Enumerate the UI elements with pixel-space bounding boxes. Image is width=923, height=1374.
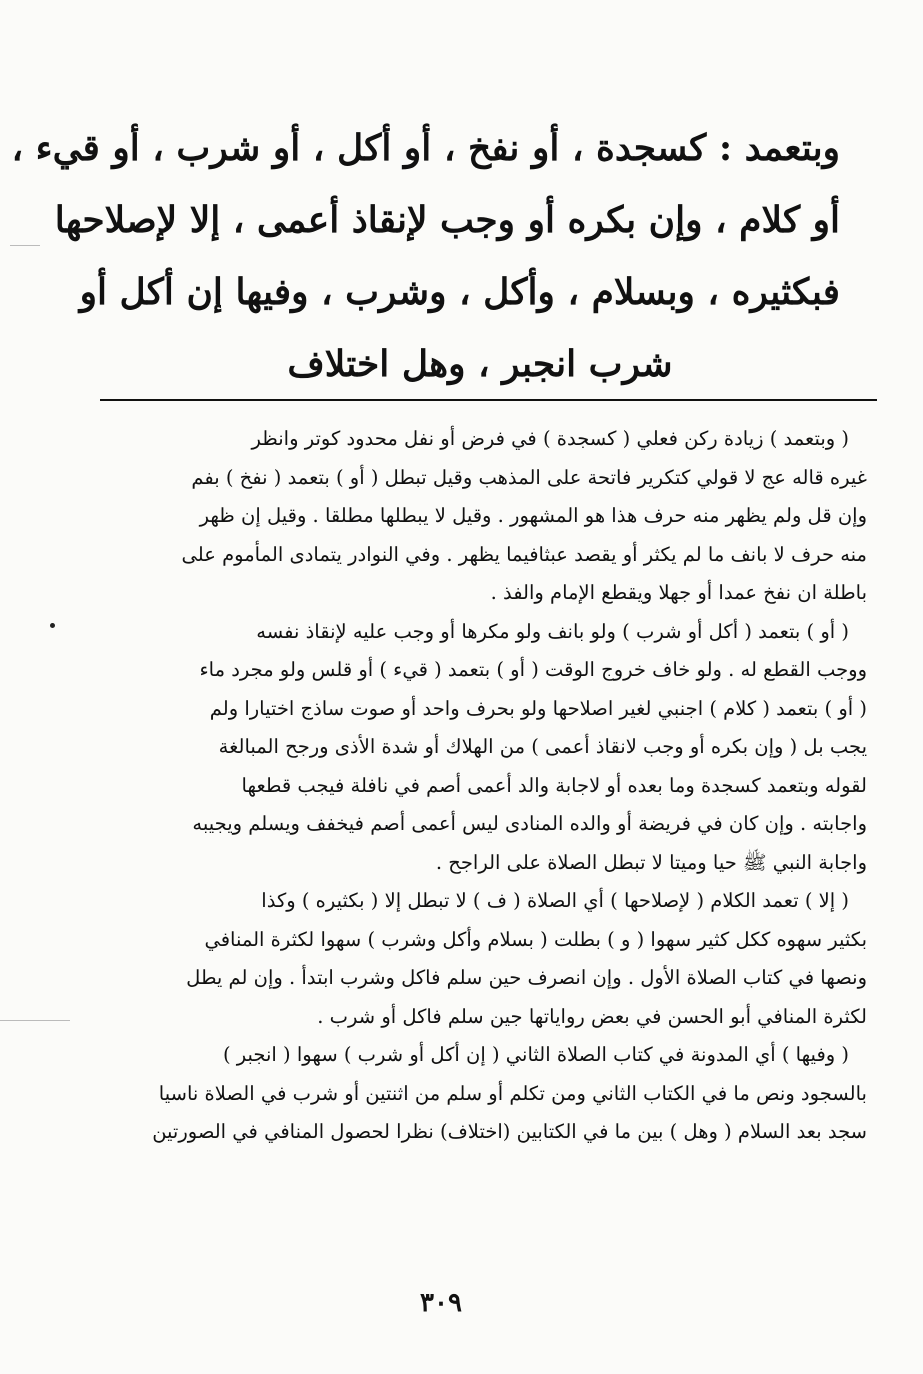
commentary-line: ( وفيها ) أي المدونة في كتاب الصلاة الثاني ( إن أكل أو شرب ) سهوا ( انجبر ) [222,1043,849,1066]
commentary-line: لكثرة المنافي أبو الحسن في بعض رواياتها جين سلم فاكل أو شرب . [317,1004,867,1028]
commentary-line: بكثير سهوه ككل كثير سهوا ( و ) بطلت ( بسلام وأكل وشرب ) سهوا لكثرة المنافي [204,927,867,951]
verse-line: شرب انجبر ، وهل اختلاف [287,343,673,385]
commentary-line: منه حرف لا بانف ما لم يكثر أو يقصد عبثافيما يظهر . وفي النوادر يتمادى المأموم على [181,542,867,566]
scan-speck [10,245,40,246]
commentary-block [92,420,867,1152]
commentary-line: ونصها في كتاب الصلاة الأول . وإن انصرف حين سلم فاكل وشرب ابتدأ . وإن لم يطل [186,966,867,989]
matn-verse-block [11,112,840,400]
commentary-line: واجابة النبي ﷺ حيا وميتا لا تبطل الصلاة على الراجح . [435,850,867,874]
verse-line: فبكثيره ، وبسلام ، وأكل ، وشرب ، وفيها إن أكل أو [79,271,840,313]
commentary-line: واجابته . وإن كان في فريضة أو والده المنادى ليس أعمى أصم فيخفف ويسلم ويجيبه [192,812,867,835]
commentary-line: ( أو ) بتعمد ( أكل أو شرب ) ولو بانف ولو مكرها أو وجب عليه لإنقاذ نفسه [256,619,849,643]
verse-line: وبتعمد : كسجدة ، أو نفخ ، أو أكل ، أو شرب ، أو قيء ، [11,127,840,169]
commentary-line: باطلة ان نفخ عمدا أو جهلا ويقطع الإمام والفذ . [490,581,867,604]
commentary-line: سجد بعد السلام ( وهل ) بين ما في الكتابين (اختلاف) نظرا لحصول المنافي في الصورتين [152,1120,867,1143]
commentary-line: يجب بل ( وإن بكره أو وجب لانقاذ أعمى ) من الهلاك أو شدة الأذى ورجح المبالغة [218,735,867,758]
page-number: ٣٠٩ [420,1288,462,1318]
commentary-line: وإن قل ولم يظهر منه حرف هذا هو المشهور . وقيل لا يبطلها مطلقا . وقيل إن ظهر [199,504,867,527]
commentary-line: ( أو ) بتعمد ( كلام ) اجنبي لغير اصلاحها ولو بحرف واحد أو صوت ساذج اختيارا ولم [209,696,867,720]
separator-rule [100,399,877,401]
verse-line: أو كلام ، وإن بكره أو وجب لإنقاذ أعمى ، إلا لإصلاحها [54,199,840,241]
commentary-line: غيره قاله عج لا قولي كتكرير فاتحة على المذهب وقيل تبطل ( أو ) بتعمد ( نفخ ) بفم [191,465,867,489]
commentary-line: بالسجود ونص ما في الكتاب الثاني ومن تكلم أو سلم من اثنتين أو شرب في الصلاة ناسيا [158,1081,867,1105]
commentary-line: ووجب القطع له . ولو خاف خروج الوقت ( أو ) بتعمد ( قيء ) أو قلس ولو مجرد ماء [199,658,867,681]
scan-speck [0,1020,70,1021]
commentary-line: ( وبتعمد ) زيادة ركن فعلي ( كسجدة ) في فرض أو نفل محدود كوتر وانظر [251,427,849,450]
commentary-line: لقوله وبتعمد كسجدة وما بعده أو لاجابة والد أعمى أصم في نافلة فيجب قطعها [241,773,867,797]
commentary-line: ( إلا ) تعمد الكلام ( لإصلاحها ) أي الصلاة ( ف ) لا تبطل إلا ( بكثيره ) وكذا [261,889,849,912]
margin-dot [50,623,55,628]
